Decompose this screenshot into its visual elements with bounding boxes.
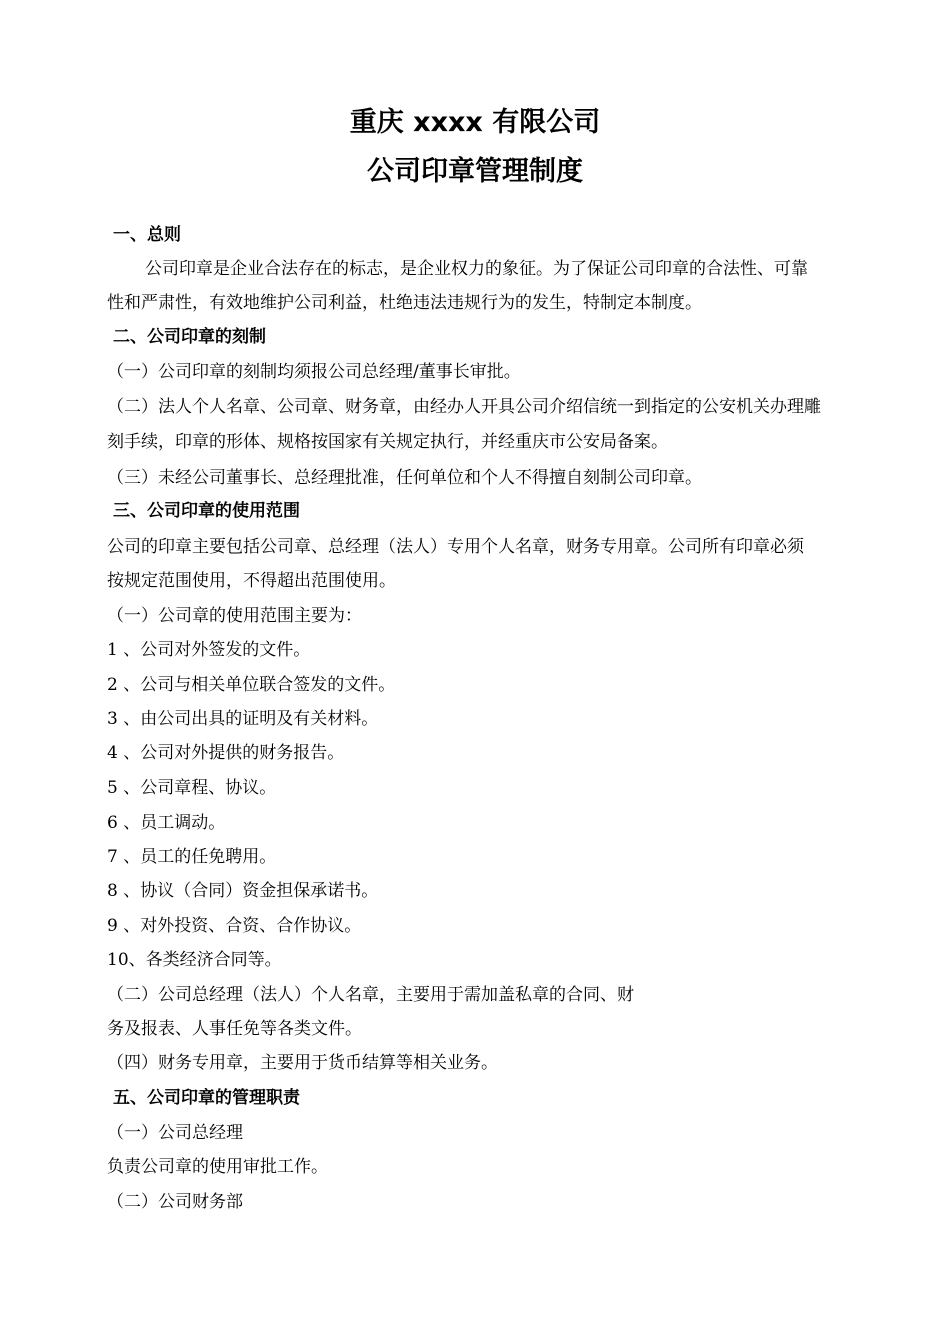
section-3-subsection-1: （一）公司章的使用范围主要为： [107, 606, 362, 626]
section-3-heading: 三、公司印章的使用范围 [113, 501, 300, 521]
section-3-paragraph-line-2: 按规定范围使用，不得超出范围使用。 [107, 571, 396, 591]
section-1-paragraph-line-1: 公司印章是企业合法存在的标志，是企业权力的象征。为了保证公司印章的合法性、可靠 [145, 259, 808, 279]
section-1-paragraph-line-2: 性和严肃性，有效地维护公司利益，杜绝违法违规行为的发生，特制定本制度。 [107, 293, 702, 313]
section-5-subsection-1: （一）公司总经理 [107, 1123, 243, 1143]
list-item: 1 、公司对外签发的文件。 [107, 640, 311, 660]
list-item: 7 、员工的任免聘用。 [107, 847, 277, 867]
section-3-subsection-2-line-2: 务及报表、人事任免等各类文件。 [107, 1019, 362, 1039]
document-title: 公司印章管理制度 [367, 156, 583, 187]
section-5-subsection-1-text: 负责公司章的使用审批工作。 [107, 1157, 328, 1177]
section-2-item-2-line-1: （二）法人个人名章、公司章、财务章，由经办人开具公司介绍信统一到指定的公安机关办理雕 [107, 397, 821, 417]
list-item: 2 、公司与相关单位联合签发的文件。 [107, 675, 396, 695]
list-item: 8 、协议（合同）资金担保承诺书。 [107, 881, 379, 901]
list-item: 4 、公司对外提供的财务报告。 [107, 743, 345, 763]
section-2-item-1: （一）公司印章的刻制均须报公司总经理/董事长审批。 [107, 362, 521, 382]
list-item: 10、各类经济合同等。 [107, 950, 282, 970]
list-item: 6 、员工调动。 [107, 813, 226, 833]
section-5-subsection-2: （二）公司财务部 [107, 1192, 243, 1212]
section-3-paragraph-line-1: 公司的印章主要包括公司章、总经理（法人）专用个人名章，财务专用章。公司所有印章必须 [107, 537, 804, 557]
section-3-subsection-4: （四）财务专用章，主要用于货币结算等相关业务。 [107, 1053, 498, 1073]
section-2-heading: 二、公司印章的刻制 [113, 327, 266, 347]
list-item: 5 、公司章程、协议。 [107, 778, 277, 798]
section-1-heading: 一、总则 [113, 225, 181, 245]
list-item: 3 、由公司出具的证明及有关材料。 [107, 709, 379, 729]
section-2-item-3: （三）未经公司董事长、总经理批准，任何单位和个人不得擅自刻制公司印章。 [107, 468, 702, 488]
list-item: 9 、对外投资、合资、合作协议。 [107, 916, 362, 936]
company-title: 重庆 xxxx 有限公司 [349, 107, 601, 138]
section-3-subsection-2-line-1: （二）公司总经理（法人）个人名章，主要用于需加盖私章的合同、财 [107, 985, 634, 1005]
section-5-heading: 五、公司印章的管理职责 [113, 1088, 300, 1108]
section-2-item-2-line-2: 刻手续，印章的形体、规格按国家有关规定执行，并经重庆市公安局备案。 [107, 432, 668, 452]
